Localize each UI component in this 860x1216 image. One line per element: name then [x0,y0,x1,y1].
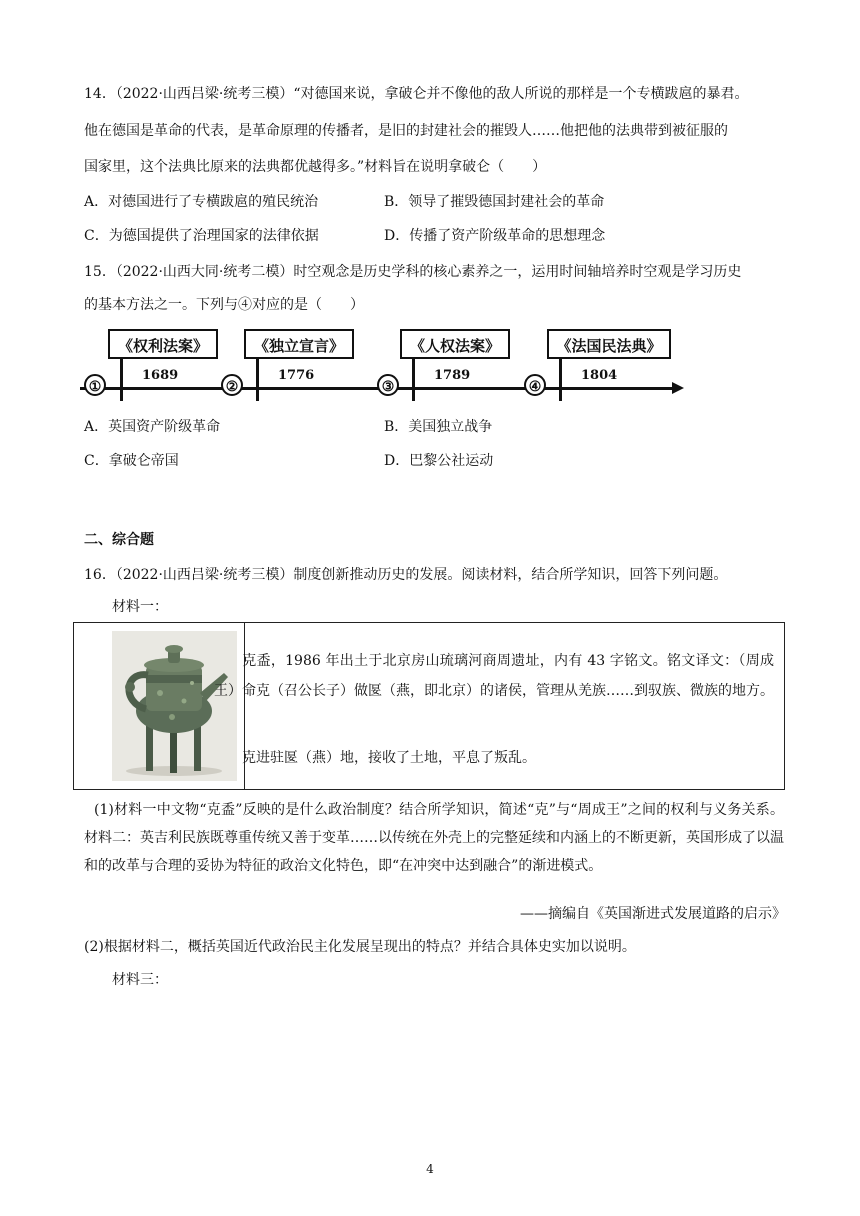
q14-option-d: D．传播了资产阶级革命的思想理念 [384,228,606,244]
q15-option-d: D．巴黎公社运动 [384,453,494,469]
material1-text-1 [214,646,774,706]
q14-option-a: A．对德国进行了专横跋扈的殖民统治 [84,194,319,210]
timeline-marker-3: ③ [377,374,399,396]
timeline-arrow [672,382,684,394]
timeline-tick-3 [412,359,415,401]
timeline-event-2-label: 《独立宣言》 [244,329,354,359]
q15-option-c: C．拿破仑帝国 [84,453,179,469]
timeline-tick-4 [559,359,562,401]
q14-line2: 他在德国是革命的代表，是革命原理的传播者，是旧的封建社会的摧毁人……他把他的法典带到被征服的 [84,123,728,139]
q15-option-b: B．美国独立战争 [384,419,493,435]
q14-option-c: C．为德国提供了治理国家的法律依据 [84,228,319,244]
timeline-event-3-label: 《人权法案》 [400,329,510,359]
timeline-event-2-year: 1776 [278,368,315,383]
timeline-event-4-year: 1804 [581,368,618,383]
timeline-tick-1 [120,359,123,401]
timeline-event-4-label: 《法国民法典》 [547,329,671,359]
timeline-event-1-year: 1689 [142,368,179,383]
material1-text-1-content: 克盉，1986 年出土于北京房山琉璃河商周遗址，内有 43 字铭文。铭文译文：（周成王）命克（召公长子）做匽（燕，即北京）的诸侯，管理从羌族……到驭族、微族的地方。 [214,653,774,699]
material1-label: 材料一： [112,599,168,615]
timeline-event-1-label: 《权利法案》 [108,329,218,359]
q14-line1: 14．（2022·山西吕梁·统考三模）“对德国来说，拿破仑并不像他的敌人所说的那样是一个专横跋扈的暴君。 [84,86,749,102]
timeline-marker-4: ④ [524,374,546,396]
material1-text-2-content: 克进驻匽（燕）地，接收了土地，平息了叛乱。 [242,750,536,766]
timeline-event-3-year: 1789 [434,368,471,383]
section-heading: 二、综合题 [84,532,154,548]
q16-sub1-and-material2: (1)材料一中文物“克盉”反映的是什么政治制度？结合所学知识，简述“克”与“周成王”之间的权利与义务关系。材料二：英吉利民族既尊重传统又善于变革……以传统在外壳上的完整延续和内涵上的不断更新，英国形成了以温和的改革与合理的妥协为特征的政治文化特色，即“在冲突中达到融合”的渐进模式。 [84,802,784,874]
page-number: 4 [426,1162,434,1176]
timeline-marker-2: ② [221,374,243,396]
timeline-figure [80,325,690,407]
timeline-tick-2 [256,359,259,401]
q15-option-a: A．英国资产阶级革命 [84,419,221,435]
material2-source: ——摘编自《英国渐进式发展道路的启示》 [520,906,786,922]
timeline-marker-1: ① [84,374,106,396]
q14-line3: 国家里，这个法典比原来的法典都优越得多。”材料旨在说明拿破仑（ ） [84,159,547,175]
q16-intro: 16．（2022·山西吕梁·统考三模）制度创新推动历史的发展。阅读材料，结合所学知识，回答下列问题。 [84,567,728,583]
q16-sub2: (2)根据材料二，概括英国近代政治民主化发展呈现出的特点？并结合具体史实加以说明。 [84,939,636,955]
material3-label: 材料三： [112,972,168,988]
q15-line1: 15．（2022·山西大同·统考二模）时空观念是历史学科的核心素养之一，运用时间轴培养时空观是学习历史 [84,264,742,280]
material1-text-2 [214,743,774,773]
q14-option-b: B．领导了摧毁德国封建社会的革命 [384,194,605,210]
q15-line2: 的基本方法之一。下列与④对应的是（ ） [84,297,364,313]
